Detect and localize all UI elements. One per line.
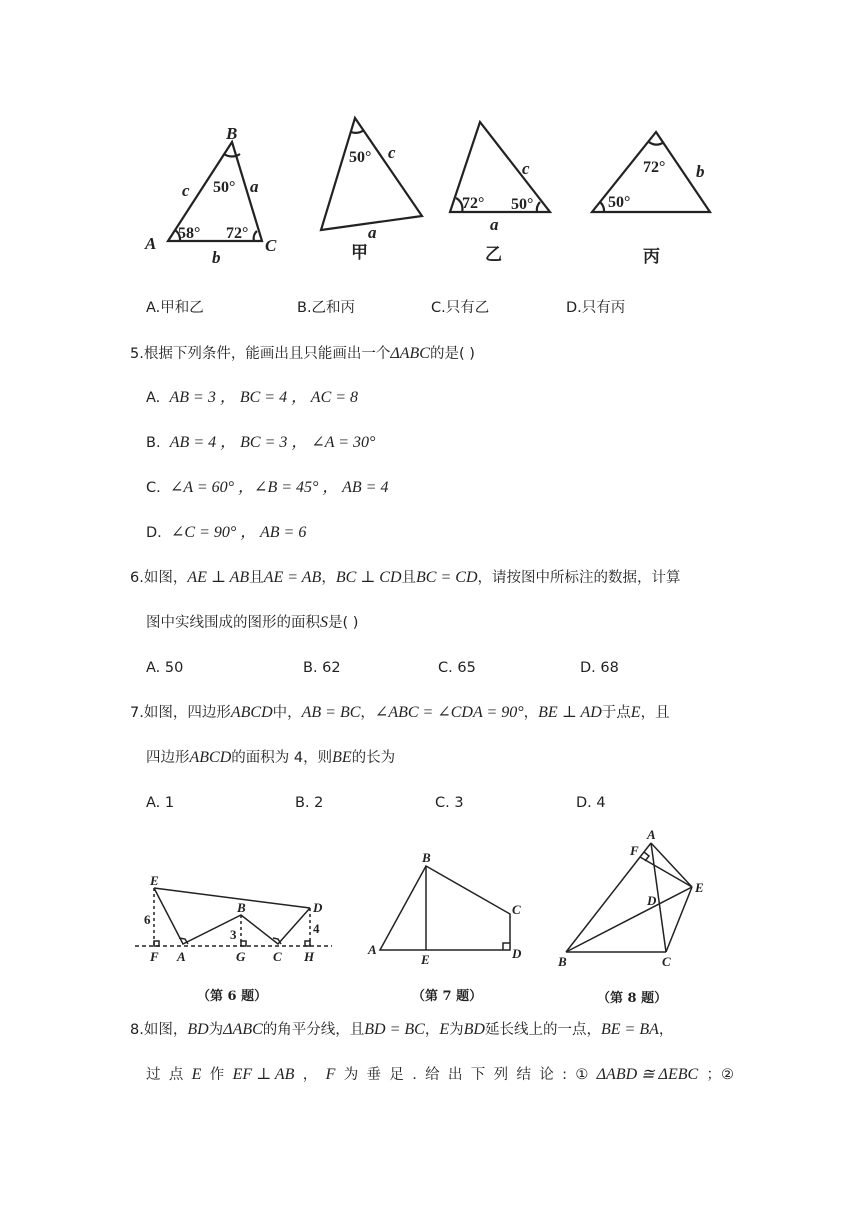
q8-l2-t18: ① <box>575 1067 589 1083</box>
q7-line2-text-2: 的面积为 4，则 <box>231 750 333 766</box>
q5-option-a <box>146 388 358 408</box>
yi-angle-right: 50° <box>511 196 534 213</box>
q7-text-3: ， <box>360 705 375 721</box>
yi-label: 乙 <box>485 245 502 265</box>
q7-math-2: AB = BC <box>301 704 361 721</box>
q8-l2-t5: ， <box>302 1067 318 1083</box>
q6-option-c: C. 65 <box>438 660 476 676</box>
q5-stem-end: 的是( ) <box>429 346 475 362</box>
q8-l2-t16: 论 <box>539 1067 554 1083</box>
q8-text-6: 延长线上的一点， <box>484 1022 601 1038</box>
fig6-label-e: E <box>150 873 159 888</box>
q8-text-4: ， <box>424 1022 440 1038</box>
q7-stem-line1 <box>130 703 670 723</box>
q5-option-a-letter: A. <box>146 390 161 406</box>
q7-line2-text-1: 四边形 <box>146 750 190 766</box>
q5-option-d-math: ∠C = 90° ， AB = 6 <box>171 524 307 541</box>
q8-math-5: BD <box>463 1021 485 1038</box>
q5-option-c <box>146 478 388 498</box>
q8-math-2: ΔABC <box>223 1021 263 1038</box>
figure-8-caption: （第 8 题） <box>597 991 668 1006</box>
jia-side-c: c <box>388 143 396 162</box>
q7-stem-line2 <box>146 748 395 768</box>
fig8-label-d: D <box>647 893 657 908</box>
fig6-right-angle-f <box>154 941 159 946</box>
jia-triangle <box>321 118 422 230</box>
q5-option-d-letter: D. <box>146 525 162 541</box>
bing-angle-top: 72° <box>643 159 666 176</box>
ref-angle-a: 58° <box>178 225 201 242</box>
q5-option-b-letter: B. <box>146 435 161 451</box>
q7-math-5: E <box>630 704 641 721</box>
bing-side-b: b <box>696 162 705 181</box>
q6-option-d: D. 68 <box>580 660 619 676</box>
ref-angle-c: 72° <box>226 225 249 242</box>
q5-stem-math: ΔABC <box>390 345 430 362</box>
q7-math-4: BE ⊥ AD <box>538 704 602 721</box>
triangles-svg <box>130 110 730 270</box>
fig7-label-b: B <box>422 850 431 865</box>
q6-line2-text: 图中实线围成的图形的面积 <box>146 615 320 631</box>
fig7-label-e: E <box>421 952 430 967</box>
jia-side-a: a <box>368 223 377 242</box>
q8-stem-line2 <box>146 1065 734 1085</box>
fig8-ce <box>666 887 692 952</box>
ref-label-a: A <box>145 234 157 253</box>
q4-option-d: D.只有丙 <box>566 300 626 316</box>
q6-option-b: B. 62 <box>303 660 341 676</box>
figure-7-caption: （第 7 题） <box>412 989 483 1004</box>
fig8-label-a: A <box>647 827 656 842</box>
fig6-num-3: 3 <box>230 927 237 942</box>
q7-option-a: A. 1 <box>146 795 175 811</box>
q8-l2-t0: 过 <box>146 1067 161 1083</box>
q8-text-2: 为 <box>208 1022 224 1038</box>
fig6-label-c: C <box>273 949 282 964</box>
q7-text-6: ，且 <box>640 705 670 721</box>
fig6-label-f: F <box>150 949 159 964</box>
q8-l2-t1: 点 <box>168 1067 184 1083</box>
q8-l2-t10: . <box>412 1067 417 1083</box>
q8-l2-t3: 作 <box>209 1067 225 1083</box>
fig7-right-angle-d <box>503 943 510 950</box>
q8-math-3: BD = BC <box>364 1021 425 1038</box>
yi-side-a: a <box>490 215 499 234</box>
q6-text-5: ，请按图中所标注的数据，计算 <box>477 570 681 586</box>
fig6-num-4: 4 <box>313 921 320 936</box>
q7-option-c: C. 3 <box>435 795 464 811</box>
fig7-quadrilateral <box>380 866 510 950</box>
yi-side-c: c <box>522 159 530 178</box>
figure-7-svg <box>362 848 532 968</box>
bing-angle-left-arc <box>600 202 604 212</box>
q6-stem-line2 <box>146 613 358 633</box>
fig8-label-b: B <box>558 954 567 969</box>
q6-math-1: AE ⊥ AB <box>187 569 250 586</box>
q8-l2-t13: 下 <box>470 1067 486 1083</box>
q5-stem-text: 5.根据下列条件，能画出且只能画出一个 <box>130 346 391 362</box>
q7-text-4: ， <box>523 705 539 721</box>
fig6-label-h: H <box>304 949 315 964</box>
q5-option-b <box>146 433 375 453</box>
q8-l2-t12: 出 <box>447 1067 463 1083</box>
q5-stem <box>130 344 475 364</box>
jia-angle: 50° <box>349 149 372 166</box>
figure-6 <box>130 868 340 968</box>
figure-6-svg <box>130 868 340 968</box>
fig7-label-a: A <box>368 942 377 957</box>
figure-8 <box>554 825 724 970</box>
bing-angle-left: 50° <box>608 194 631 211</box>
q8-l2-t19: ΔABD ≅ ΔEBC <box>596 1066 699 1083</box>
q6-line2-end: 是( ) <box>328 615 359 631</box>
fig8-label-e: E <box>695 880 704 895</box>
q7-option-b: B. 2 <box>295 795 324 811</box>
q5-option-d <box>146 523 306 543</box>
q8-l2-t8: 垂 <box>366 1067 382 1083</box>
q6-math-2: AE = AB <box>263 569 322 586</box>
q8-l2-t17: : <box>562 1067 567 1083</box>
ref-label-b: B <box>226 124 238 143</box>
fig8-ae <box>651 843 692 887</box>
q7-line2-math-2: BE <box>332 749 352 766</box>
q8-math-1: BD <box>187 1021 209 1038</box>
jia-label: 甲 <box>351 243 368 263</box>
q6-text-4: 且 <box>401 570 417 586</box>
q6-text-3: ， <box>321 570 336 586</box>
q4-option-a: A.甲和乙 <box>146 300 204 316</box>
figure-8-svg <box>554 825 724 970</box>
q8-l2-t14: 列 <box>493 1067 509 1083</box>
ref-side-b: b <box>212 248 221 267</box>
q7-text-1: 7.如图，四边形 <box>130 705 231 721</box>
q8-stem-line1 <box>130 1020 673 1040</box>
q8-text-1: 8.如图， <box>130 1022 188 1038</box>
q6-text-2: 且 <box>249 570 264 586</box>
fig6-ed-line <box>154 888 310 908</box>
q8-l2-t4: EF ⊥ AB <box>232 1066 295 1083</box>
fig6-num-6: 6 <box>144 912 151 927</box>
fig8-fe <box>640 857 692 887</box>
q8-l2-t6: F <box>325 1066 336 1083</box>
bing-angle-top-arc <box>649 142 664 145</box>
q8-text-5: 为 <box>449 1022 464 1038</box>
yi-angle-left: 72° <box>462 195 485 212</box>
q6-math-3: BC ⊥ CD <box>335 569 402 586</box>
ref-side-c: c <box>182 181 190 200</box>
q8-text-3: 的角平分线，且 <box>262 1022 365 1038</box>
fig6-label-b: B <box>237 900 246 915</box>
q7-text-5: 于点 <box>601 705 631 721</box>
fig8-ab <box>566 843 651 952</box>
q6-option-a: A. 50 <box>146 660 184 676</box>
fig7-label-d: D <box>512 946 522 961</box>
q4-option-c: C.只有乙 <box>431 300 490 316</box>
q6-math-4: BC = CD <box>416 569 478 586</box>
q8-l2-t9: 足 <box>389 1067 404 1083</box>
fig8-be <box>566 887 692 952</box>
q8-l2-t20: ；② <box>706 1067 734 1083</box>
q5-option-a-math: AB = 3 ， BC = 4 ， AC = 8 <box>169 389 359 406</box>
fig6-label-g: G <box>236 949 246 964</box>
ref-angle-b-arc <box>224 154 240 157</box>
ref-angle-b: 50° <box>213 179 236 196</box>
q5-option-c-math: ∠A = 60° ，∠B = 45° ， AB = 4 <box>169 479 389 496</box>
ref-angle-c-arc <box>254 231 257 241</box>
q7-math-1: ABCD <box>230 704 273 721</box>
q7-line2-text-3: 的长为 <box>351 750 396 766</box>
fig6-label-a: A <box>177 949 186 964</box>
q8-math-6: BE = BA <box>600 1021 659 1038</box>
fig8-label-f: F <box>630 843 639 858</box>
fig7-label-c: C <box>512 902 521 917</box>
q6-stem-line1 <box>130 568 681 588</box>
bing-label: 丙 <box>643 247 660 267</box>
q5-option-b-math: AB = 4 ， BC = 3 ， ∠A = 30° <box>169 434 376 451</box>
q7-math-3: ∠ABC = ∠CDA = 90° <box>374 704 524 721</box>
q8-math-4: E <box>439 1021 450 1038</box>
q5-option-c-letter: C. <box>146 480 161 496</box>
q4-option-b: B.乙和丙 <box>297 300 356 316</box>
q7-text-2: 中， <box>272 705 302 721</box>
q8-l2-t15: 结 <box>516 1067 531 1083</box>
ref-side-a: a <box>250 177 259 196</box>
fig6-right-angle-h <box>305 941 310 946</box>
fig6-label-d: D <box>313 900 323 915</box>
figure-7 <box>362 848 532 968</box>
fig6-right-angle-g <box>241 941 246 946</box>
q6-text-1: 6.如图， <box>130 570 188 586</box>
ref-label-c: C <box>265 236 277 255</box>
q7-option-d: D. 4 <box>576 795 606 811</box>
figure-triangles <box>130 110 730 270</box>
q8-l2-t7: 为 <box>343 1067 359 1083</box>
q6-line2-math: S <box>320 614 328 631</box>
figure-6-caption: （第 6 题） <box>197 989 268 1004</box>
q8-l2-t2: E <box>191 1066 202 1083</box>
jia-angle-arc <box>351 130 364 133</box>
q8-l2-t11: 给 <box>425 1067 440 1083</box>
yi-angle-right-arc <box>537 202 540 212</box>
q8-text-7: ， <box>658 1022 674 1038</box>
q7-line2-math-1: ABCD <box>189 749 232 766</box>
fig8-label-c: C <box>662 954 671 969</box>
